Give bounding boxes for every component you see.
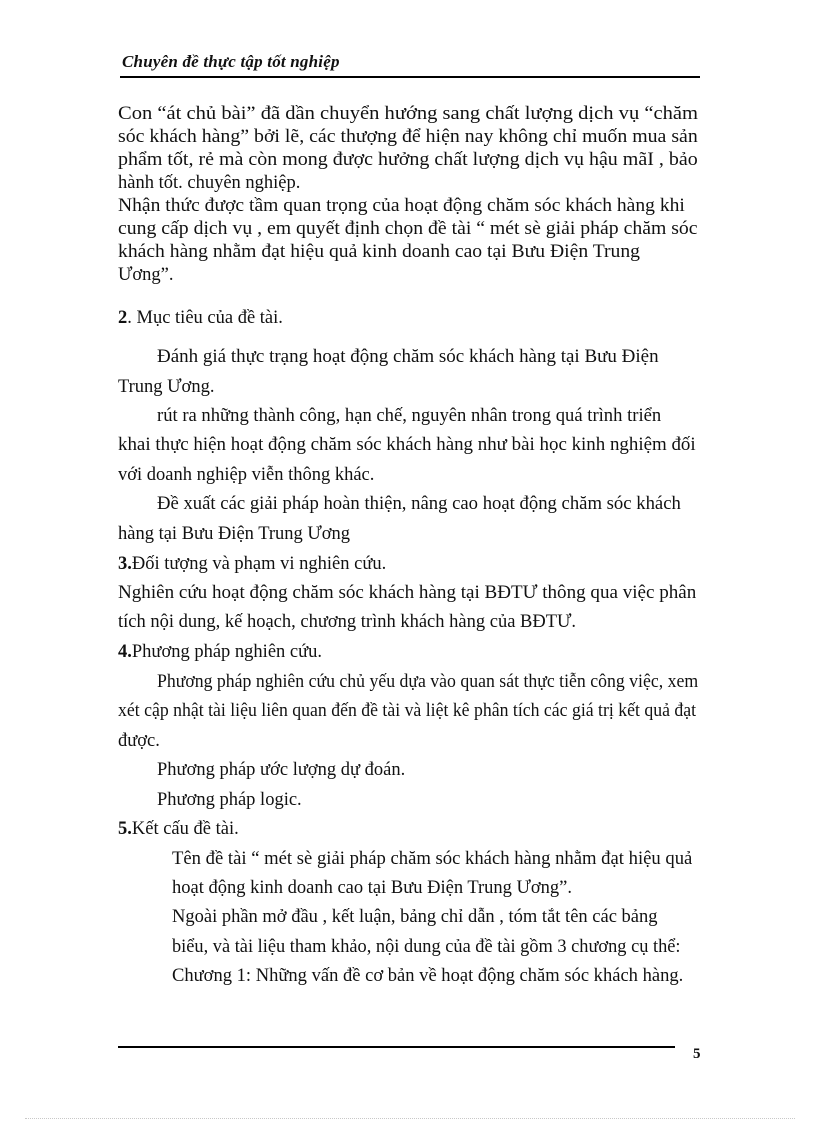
section-number: 4. — [118, 642, 132, 662]
text-line: Trung Ương. — [118, 377, 215, 397]
section-number: 3. — [118, 554, 132, 574]
text-line: tích nội dung, kế hoạch, chương trình khách hàng của BĐTƯ. — [118, 612, 577, 632]
text-line: Phương pháp ước lượng dự đoán. — [157, 760, 406, 780]
section-number: 2 — [118, 308, 128, 328]
text-line: Ương”. — [118, 265, 174, 285]
text-line: Đánh giá thực trạng hoạt động chăm sóc khách hàng tại Bưu Điện — [157, 347, 659, 367]
text-line: hoạt động kinh doanh cao tại Bưu Điện Trung Ương”. — [172, 878, 573, 898]
text-line: hành tốt. chuyên nghiệp. — [118, 173, 301, 193]
page-number: 5 — [693, 1046, 701, 1062]
text-line: sóc khách hàng” bởi lẽ, các thượng để hiện nay không chỉ muốn mua sản — [118, 127, 698, 147]
section-heading — [118, 307, 283, 329]
section-title: Phương pháp nghiên cứu. — [131, 642, 323, 662]
text-line: phẩm tốt, rẻ mà còn mong được hưởng chất lượng dịch vụ hậu mãI , bảo — [118, 150, 698, 170]
text-line: Ngoài phần mở đầu , kết luận, bảng chỉ dẫn , tóm tắt tên các bảng — [172, 907, 658, 927]
text-line: khai thực hiện hoạt động chăm sóc khách hàng như bài học kinh nghiệm đối — [118, 435, 696, 455]
text-line: biểu, và tài liệu tham khảo, nội dung của đề tài gồm 3 chương cụ thể: — [172, 937, 681, 957]
footer-rule — [118, 1046, 675, 1048]
text-line: Nhận thức được tầm quan trọng của hoạt động chăm sóc khách hàng khi — [118, 196, 685, 216]
text-line: Tên đề tài “ mét sè giải pháp chăm sóc khách hàng nhằm đạt hiệu quả — [172, 849, 693, 869]
text-line: khách hàng nhằm đạt hiệu quả kinh doanh cao tại Bưu Điện Trung — [118, 242, 640, 262]
section-heading — [118, 553, 386, 575]
section-title: Đối tượng và phạm vi nghiên cứu. — [131, 554, 387, 574]
section-number: 5. — [118, 819, 132, 839]
text-line: Phương pháp nghiên cứu chủ yếu dựa vào quan sát thực tiễn công việc, xem — [157, 672, 699, 692]
text-line: được. — [118, 731, 160, 751]
text-line: cung cấp dịch vụ , em quyết định chọn đề tài “ mét sè giải pháp chăm sóc — [118, 219, 698, 239]
section-heading — [118, 641, 322, 663]
page-header — [120, 50, 700, 78]
text-line: Nghiên cứu hoạt động chăm sóc khách hàng tại BĐTƯ thông qua việc phân — [118, 583, 697, 603]
page-edge-divider — [25, 1118, 795, 1119]
text-line: hàng tại Bưu Điện Trung Ương — [118, 524, 351, 544]
text-line: Chương 1: Những vấn đề cơ bản về hoạt động chăm sóc khách hàng. — [172, 966, 684, 986]
section-title: . Mục tiêu của đề tài. — [127, 308, 283, 328]
header-title: Chuyên đề thực tập tốt nghiệp — [122, 52, 340, 71]
text-line: Đề xuất các giải pháp hoàn thiện, nâng cao hoạt động chăm sóc khách — [157, 494, 681, 514]
text-line: với doanh nghiệp viễn thông khác. — [118, 465, 375, 485]
text-line: rút ra những thành công, hạn chế, nguyên nhân trong quá trình triển — [157, 406, 662, 426]
section-heading — [118, 818, 239, 840]
text-line: xét cập nhật tài liệu liên quan đến đề tài và liệt kê phân tích các giá trị kết quả đạt — [118, 701, 697, 721]
text-line: Con “át chủ bài” đã dần chuyển hướng sang chất lượng dịch vụ “chăm — [118, 104, 699, 124]
section-title: Kết cấu đề tài. — [131, 819, 239, 839]
text-line: Phương pháp logic. — [157, 790, 302, 810]
